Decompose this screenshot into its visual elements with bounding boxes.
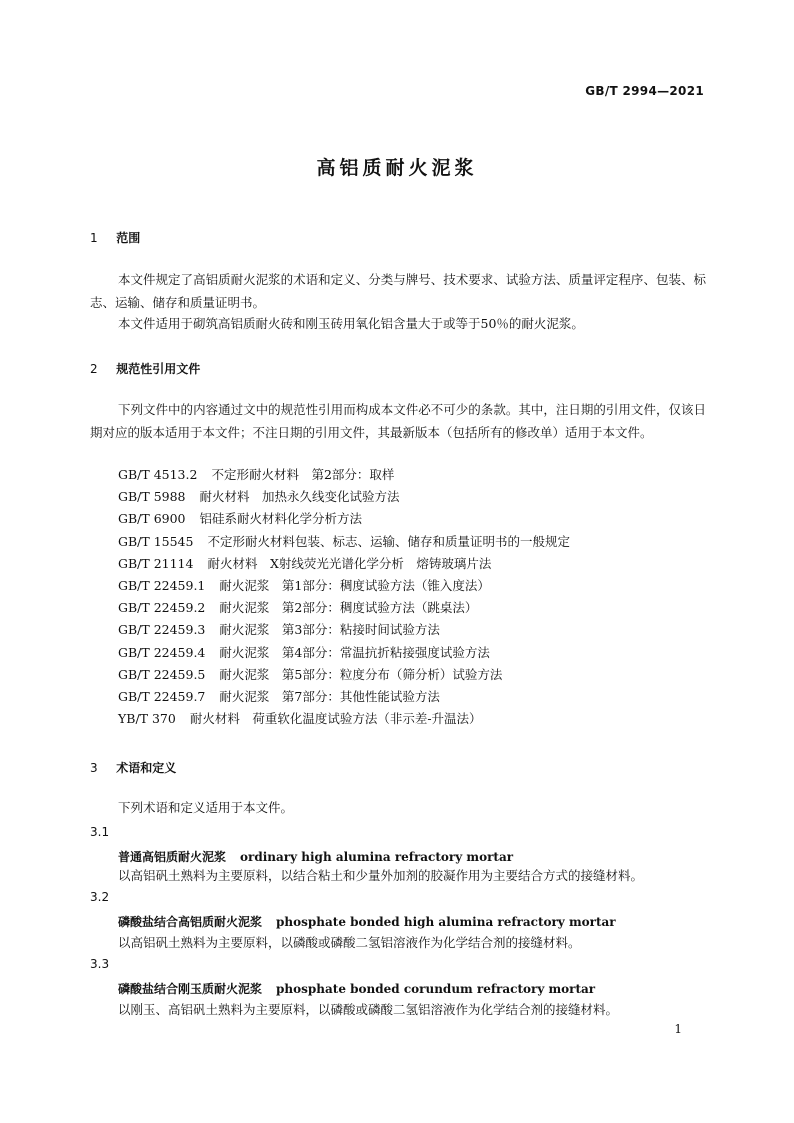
term-title-en: phosphate bonded corundum refractory mortar: [276, 982, 596, 996]
reference-title: 耐火泥浆 第3部分：粘接时间试验方法: [219, 622, 440, 638]
reference-item: [118, 642, 570, 664]
reference-title: 耐火材料 荷重软化温度试验方法（非示差-升温法）: [189, 711, 482, 727]
reference-title: 耐火材料 X射线荧光光谱化学分析 熔铸玻璃片法: [207, 555, 492, 571]
term-title-en: phosphate bonded high alumina refractory mortar: [276, 915, 616, 929]
reference-item: [118, 531, 570, 553]
reference-item: [118, 686, 570, 708]
reference-code: GB/T 6900: [118, 511, 186, 527]
standard-code: GB/T 2994—2021: [585, 84, 704, 98]
reference-title: 不定形耐火材料包装、标志、运输、储存和质量证明书的一般规定: [207, 533, 570, 549]
reference-title: 耐火泥浆 第2部分：稠度试验方法（跳桌法）: [219, 600, 478, 616]
term-title-zh: 普通高铝质耐火泥浆: [118, 850, 227, 864]
section-number: 1: [90, 231, 98, 245]
reference-item: [118, 619, 570, 641]
reference-code: GB/T 22459.1: [118, 577, 206, 593]
section-heading-normative-references: [90, 360, 200, 377]
reference-code: GB/T 22459.3: [118, 622, 206, 638]
reference-title: 铝硅系耐火材料化学分析方法: [199, 511, 363, 527]
section-title: 规范性引用文件: [116, 362, 201, 376]
reference-code: GB/T 22459.4: [118, 644, 206, 660]
term-number: 3.1: [90, 825, 110, 839]
reference-title: 耐火泥浆 第7部分：其他性能试验方法: [219, 688, 440, 704]
reference-item: [118, 597, 570, 619]
term-definition: 以高铝矾土熟料为主要原料，以磷酸或磷酸二氢铝溶液作为化学结合剂的接缝材料。: [118, 935, 581, 950]
reference-code: GB/T 5988: [118, 489, 186, 505]
reference-item: [118, 575, 570, 597]
reference-title: 耐火泥浆 第5部分：粒度分布（筛分析）试验方法: [219, 666, 503, 682]
scope-paragraph-2: 本文件适用于砌筑高铝质耐火砖和刚玉砖用氧化铝含量大于或等于50％的耐火泥浆。: [118, 316, 584, 331]
reference-code: GB/T 22459.7: [118, 688, 206, 704]
term-title-zh: 磷酸盐结合刚玉质耐火泥浆: [118, 982, 263, 996]
reference-item: [118, 464, 570, 486]
reference-item: [118, 508, 570, 530]
term-title-zh: 磷酸盐结合高铝质耐火泥浆: [118, 915, 263, 929]
section-title: 范围: [116, 231, 141, 245]
reference-code: GB/T 15545: [118, 533, 194, 549]
section-title: 术语和定义: [116, 761, 177, 775]
reference-title: 耐火泥浆 第1部分：稠度试验方法（锥入度法）: [219, 577, 490, 593]
term-definition: 以高铝矾土熟料为主要原料，以结合粘土和少量外加剂的胶凝作用为主要结合方式的接缝材料。: [118, 868, 644, 883]
section-number: 2: [90, 362, 98, 376]
term-title: [118, 980, 595, 997]
term-number: 3.3: [90, 957, 110, 971]
reference-item: [118, 664, 570, 686]
terms-intro: 下列术语和定义适用于本文件。: [118, 800, 294, 815]
reference-item: [118, 553, 570, 575]
section-heading-terms-definitions: [90, 759, 176, 776]
reference-code: GB/T 22459.5: [118, 666, 206, 682]
reference-title: 耐火材料 加热永久线变化试验方法: [199, 489, 400, 505]
reference-title: 耐火泥浆 第4部分：常温抗折粘接强度试验方法: [219, 644, 490, 660]
reference-list: [118, 464, 570, 730]
term-definition: 以刚玉、高铝矾土熟料为主要原料，以磷酸或磷酸二氢铝溶液作为化学结合剂的接缝材料。: [118, 1002, 619, 1017]
reference-code: GB/T 22459.2: [118, 600, 206, 616]
section-heading-scope: [90, 229, 140, 246]
reference-title: 不定形耐火材料 第2部分：取样: [211, 467, 395, 482]
section-number: 3: [90, 761, 98, 775]
reference-code: GB/T 21114: [118, 555, 194, 571]
document-title: 高铝质耐火泥浆: [316, 157, 478, 179]
page-number: 1: [674, 1022, 682, 1036]
term-title-en: ordinary high alumina refractory mortar: [240, 850, 514, 864]
reference-item: [118, 708, 570, 730]
references-intro: 下列文件中的内容通过文中的规范性引用而构成本文件必不可少的条款。其中，注日期的引用文件，仅该日期对应的版本适用于本文件；不注日期的引用文件，其最新版本（包括所有的修改单）适用于本文件。: [90, 402, 706, 440]
reference-code: GB/T 4513.2: [118, 467, 198, 482]
term-number: 3.2: [90, 890, 110, 904]
reference-item: [118, 486, 570, 508]
scope-paragraph-1: 本文件规定了高铝质耐火泥浆的术语和定义、分类与牌号、技术要求、试验方法、质量评定程序、包装、标志、运输、储存和质量证明书。: [90, 272, 706, 310]
reference-code: YB/T 370: [118, 711, 176, 727]
term-title: [118, 913, 616, 930]
term-title: [118, 848, 513, 865]
